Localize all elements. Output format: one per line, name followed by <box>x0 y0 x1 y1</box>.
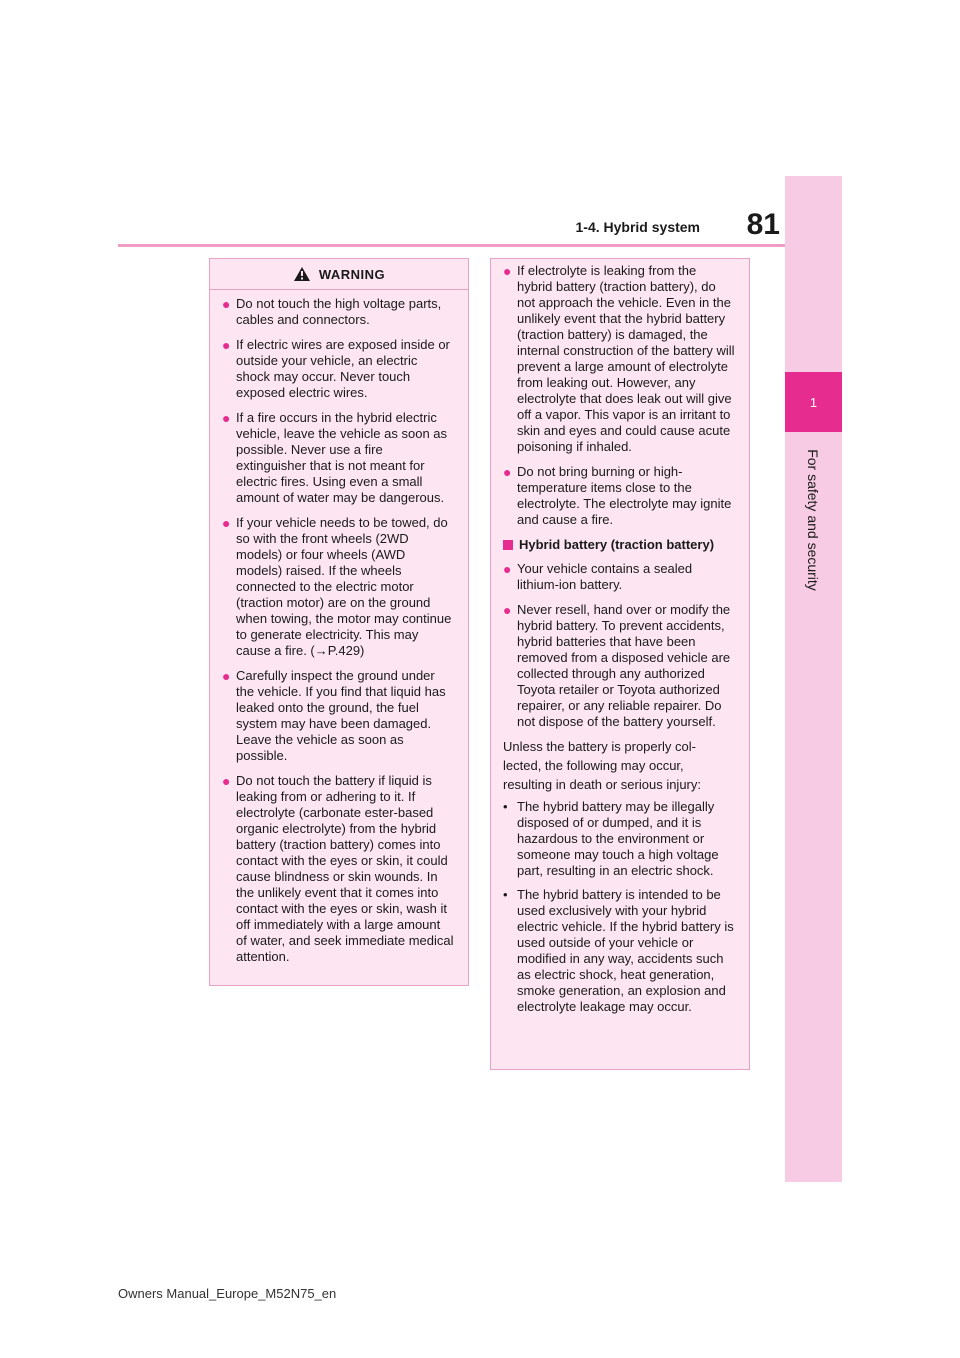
section-title: 1-4. Hybrid system <box>575 219 700 235</box>
paragraph-line: resulting in death or serious injury: <box>503 777 701 792</box>
warning-title: WARNING <box>318 266 386 282</box>
dot-bullet-icon: • <box>503 887 508 902</box>
warning-item-text: If your vehicle needs to be towed, do so with the front wheels (2WD models) or four wheels (AWD models) raised. If the wheels connected to the electric motor (traction motor) are on the ground when towing, the motor may continue to generate electricity. This may cause a fire. (→P.429) <box>236 515 452 658</box>
battery-heading-text: Hybrid battery (traction battery) <box>519 537 715 552</box>
consequence-item-text: The hybrid battery may be illegally disposed of or dumped, and it is hazardous to the environment or someone may touch a high voltage part, resulting in an electric shock. <box>517 799 719 878</box>
dot-bullet-icon: • <box>503 799 508 814</box>
circle-bullet-icon: ● <box>503 263 512 279</box>
warning-item <box>222 337 454 401</box>
chapter-tab[interactable]: 1 <box>785 372 842 432</box>
consequence-item <box>503 799 735 879</box>
warning-item-text: If electrolyte is leaking from the hybrid battery (traction battery), do not approach the vehicle. Even in the unlikely event that the hybrid battery (traction battery) is damaged, the internal construction of the battery will prevent a large amount of electrolyte from leaking out. However, any electrolyte that does leak out will give off a vapor. This vapor is an irritant to skin and eyes and could cause acute poisoning if inhaled. <box>517 263 735 454</box>
chapter-sidebar <box>785 176 842 1182</box>
warning-item-text: Do not touch the battery if liquid is leaking from or adhering to it. If electrolyte (carbonate ester-based organic electrolyte) from the hybrid battery (traction battery) comes into contact with the eyes or skin, it could cause blindness or skin wounds. In the unlikely event that it comes into contact with the eyes or skin, wash it off immediately with a large amount of water, and seek immediate medical attention. <box>236 773 454 964</box>
warning-triangle-icon <box>293 266 311 282</box>
paragraph-line: lected, the following may occur, <box>503 758 684 773</box>
circle-bullet-icon: ● <box>222 337 231 353</box>
circle-bullet-icon: ● <box>222 296 231 312</box>
battery-heading <box>503 537 735 553</box>
warning-item-text: If a fire occurs in the hybrid electric vehicle, leave the vehicle as soon as possible. Never use a fire extinguisher that is not meant for electric fires. Using even a small amount of water may be dangerous. <box>236 410 448 505</box>
circle-bullet-icon: ● <box>503 561 512 577</box>
warning-item <box>222 773 454 965</box>
warning-item-text: Do not bring burning or high-temperature items close to the electrolyte. The electrolyte may ignite and cause a fire. <box>517 464 732 527</box>
battery-item <box>503 602 735 730</box>
warning-item-text: Do not touch the high voltage parts, cables and connectors. <box>236 296 442 327</box>
warning-item <box>222 296 454 328</box>
warning-item-text: Carefully inspect the ground under the vehicle. If you find that liquid has leaked onto the ground, the fuel system may have been damaged. Leave the vehicle as soon as possible. <box>236 668 446 763</box>
chapter-title: For safety and security <box>805 449 821 591</box>
circle-bullet-icon: ● <box>222 668 231 684</box>
warning-item <box>503 464 735 528</box>
warning-item <box>222 668 454 764</box>
warning-box-continued <box>490 258 750 1070</box>
footer-manual-id: Owners Manual_Europe_M52N75_en <box>118 1286 337 1301</box>
battery-item <box>503 561 735 593</box>
circle-bullet-icon: ● <box>503 464 512 480</box>
circle-bullet-icon: ● <box>222 773 231 789</box>
warning-item <box>222 515 454 659</box>
battery-item-text: Never resell, hand over or modify the hybrid battery. To prevent accidents, hybrid batteries that have been removed from a disposed vehicle are collected through any authorized Toyota retailer or Toyota authorized repairer, or any reliable repairer. Do not dispose of the battery yourself. <box>517 602 731 729</box>
consequence-item <box>503 887 735 1015</box>
warning-header <box>210 259 468 290</box>
battery-item-text: Your vehicle contains a sealed lithium-ion battery. <box>517 561 693 592</box>
warning-box <box>209 258 469 986</box>
warning-item-text: If electric wires are exposed inside or outside your vehicle, an electric shock may occur. Never touch exposed electric wires. <box>236 337 450 400</box>
consequence-item-text: The hybrid battery is intended to be used exclusively with your hybrid electric vehicle. If the hybrid battery is used outside of your vehicle or modified in any way, accidents such as electric shock, heat generation, smoke generation, an explosion and electrolyte leakage may occur. <box>517 887 734 1014</box>
warning-item <box>222 410 454 506</box>
page-number: 81 <box>746 208 780 241</box>
header-rule <box>118 244 785 247</box>
square-marker-icon <box>503 540 513 550</box>
circle-bullet-icon: ● <box>222 515 231 531</box>
paragraph-line: Unless the battery is properly col- <box>503 739 696 754</box>
warning-item <box>503 263 735 455</box>
circle-bullet-icon: ● <box>222 410 231 426</box>
circle-bullet-icon: ● <box>503 602 512 618</box>
